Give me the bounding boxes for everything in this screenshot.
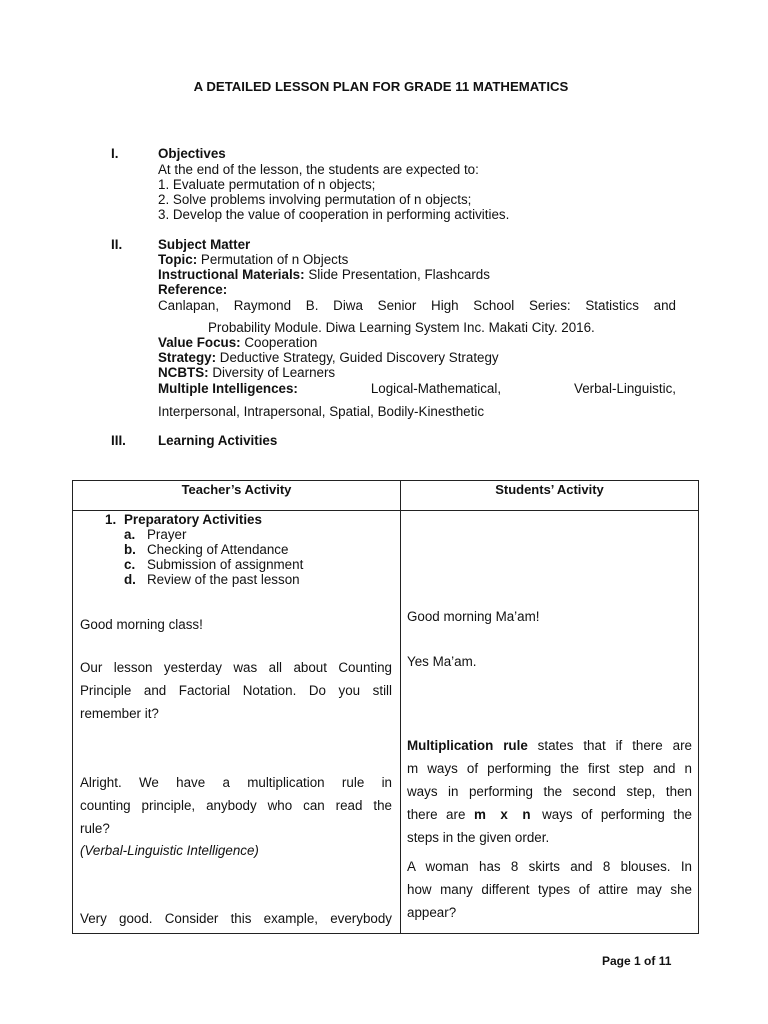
- text-line: remember it?: [80, 706, 159, 721]
- text-line: Very good. Consider this example, everybody: [80, 911, 392, 926]
- reference-line-1: Canlapan, Raymond B. Diwa Senior High School Series: Statistics and: [158, 298, 676, 313]
- value-focus-label: Value Focus:: [158, 335, 241, 350]
- page-total: 11: [658, 954, 672, 968]
- mi-line-2: Interpersonal, Intrapersonal, Spatial, Bodily-Kinesthetic: [158, 404, 485, 419]
- prep-letter: c.: [124, 557, 136, 572]
- value-focus-value: Cooperation: [244, 335, 318, 350]
- rule-text: ways of performing the: [533, 807, 692, 822]
- text-line: [407, 803, 692, 826]
- page-middle: of: [640, 954, 659, 968]
- text-line: appear?: [407, 905, 457, 920]
- teacher-rule-prompt: [80, 771, 392, 840]
- text-line: Principle and Factorial Notation. Do you still: [80, 683, 392, 698]
- mi-item: Verbal-Linguistic,: [574, 381, 676, 396]
- learning-activities-heading: Learning Activities: [158, 433, 278, 448]
- objective-item: 3. Develop the value of cooperation in performing activities.: [158, 207, 510, 222]
- students-greeting: Good morning Ma’am!: [407, 609, 540, 624]
- prep-heading: Preparatory Activities: [124, 512, 262, 527]
- page-number: [602, 954, 671, 968]
- prep-number: 1.: [105, 512, 117, 527]
- text-line: ways in performing the second step, then: [407, 784, 692, 799]
- mi-label: Multiple Intelligences:: [158, 381, 298, 396]
- text-line: Alright. We have a multiplication rule in: [80, 775, 392, 790]
- value-focus-line: [158, 335, 317, 350]
- text-line: how many different types of attire may she: [407, 882, 692, 897]
- topic-line: [158, 252, 348, 267]
- activities-table: [72, 480, 699, 934]
- students-multiplication-rule: [407, 734, 692, 849]
- ncbts-value: Diversity of Learners: [212, 365, 336, 380]
- text-line: rule?: [80, 821, 110, 836]
- text-line: [407, 734, 692, 757]
- prep-item: Prayer: [147, 527, 187, 542]
- objective-item: 1. Evaluate permutation of n objects;: [158, 177, 376, 192]
- teacher-example-prompt: [80, 907, 392, 930]
- reference-line-2: Probability Module. Diwa Learning System Inc. Makati City. 2016.: [208, 320, 595, 335]
- strategy-value: Deductive Strategy, Guided Discovery Strategy: [219, 350, 499, 365]
- section-numeral-3: III.: [111, 433, 126, 448]
- text-line: m ways of performing the first step and n: [407, 761, 692, 776]
- materials-value: Slide Presentation, Flashcards: [308, 267, 490, 282]
- multiple-intelligences-line: [158, 381, 676, 396]
- teacher-lesson-review: [80, 656, 392, 725]
- text-line: counting principle, anybody who can read the: [80, 798, 392, 813]
- prep-item: Review of the past lesson: [147, 572, 300, 587]
- topic-value: Permutation of n Objects: [200, 252, 349, 267]
- text-line: Our lesson yesterday was all about Counting: [80, 660, 392, 675]
- document-title: A DETAILED LESSON PLAN FOR GRADE 11 MATHEMATICS: [193, 79, 569, 94]
- materials-line: [158, 267, 490, 282]
- rule-text: there are: [407, 807, 474, 822]
- students-yes: Yes Ma’am.: [407, 654, 477, 669]
- text-line: A woman has 8 skirts and 8 blouses. In: [407, 859, 692, 874]
- objectives-heading: Objectives: [158, 146, 226, 161]
- rule-text: states that if there are: [527, 738, 692, 753]
- strategy-line: [158, 350, 499, 365]
- strategy-label: Strategy:: [158, 350, 217, 365]
- students-example: [407, 855, 692, 924]
- page-prefix: Page: [602, 954, 635, 968]
- prep-letter: b.: [124, 542, 136, 557]
- rule-formula: m x n: [473, 807, 534, 822]
- subject-matter-heading: Subject Matter: [158, 237, 251, 252]
- objectives-intro: At the end of the lesson, the students are expected to:: [158, 162, 479, 177]
- students-activity-header: Students’ Activity: [495, 482, 604, 497]
- teacher-activity-header: Teacher’s Activity: [181, 482, 292, 497]
- topic-label: Topic:: [158, 252, 198, 267]
- section-numeral-2: II.: [111, 237, 123, 252]
- teacher-greeting: Good morning class!: [80, 617, 203, 632]
- ncbts-line: [158, 365, 335, 380]
- column-divider: [400, 481, 401, 933]
- mi-item: Logical-Mathematical,: [370, 381, 502, 396]
- text-line: steps in the given order.: [407, 830, 550, 845]
- page-current: 1: [634, 954, 641, 968]
- prep-letter: a.: [124, 527, 136, 542]
- rule-term: Multiplication rule: [407, 738, 528, 753]
- intelligence-note: (Verbal-Linguistic Intelligence): [80, 843, 259, 858]
- prep-item: Checking of Attendance: [147, 542, 289, 557]
- prep-item: Submission of assignment: [147, 557, 304, 572]
- section-numeral-1: I.: [111, 146, 119, 161]
- prep-letter: d.: [124, 572, 136, 587]
- objective-item: 2. Solve problems involving permutation of n objects;: [158, 192, 472, 207]
- reference-label: Reference:: [158, 282, 228, 297]
- ncbts-label: NCBTS:: [158, 365, 209, 380]
- materials-label: Instructional Materials:: [158, 267, 305, 282]
